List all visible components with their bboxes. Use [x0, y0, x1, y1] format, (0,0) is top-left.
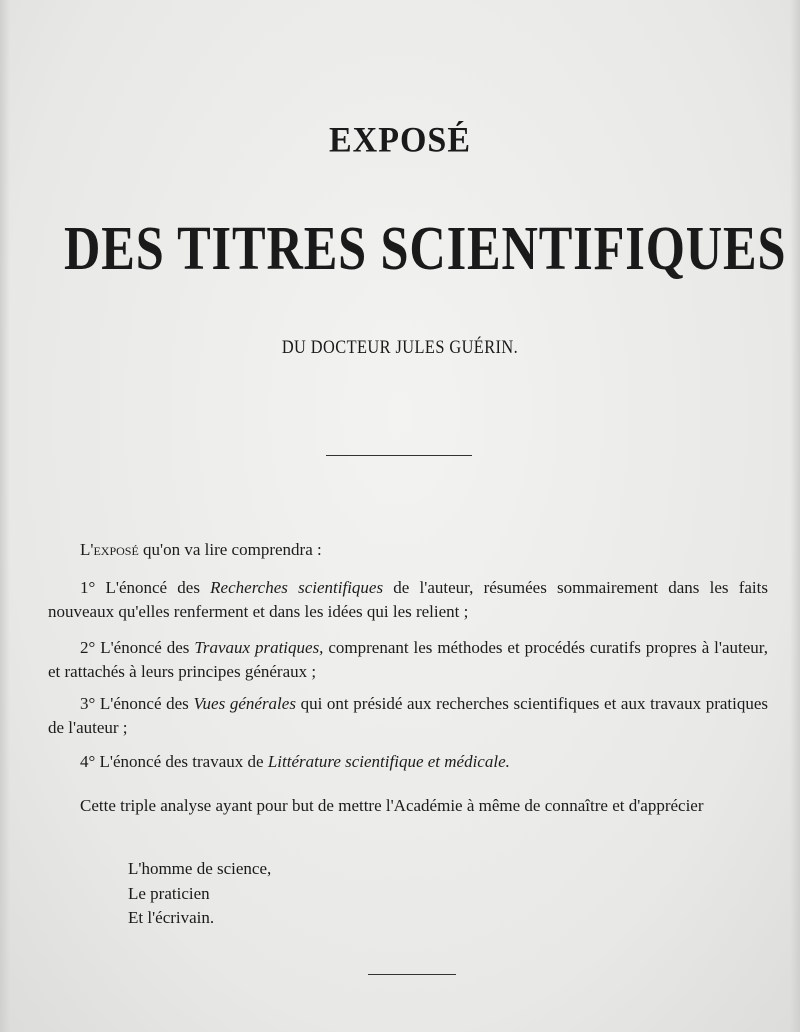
list-item-3-emphasis: Vues générales	[193, 694, 296, 713]
list-item-1-rest: de l'auteur, résumées sommairement dans les faits nouveaux qu'elles renferment et dans les idées qui les relient ;	[48, 578, 768, 621]
closing-line-2: Le praticien	[128, 884, 210, 903]
list-item-2-emphasis: Travaux pratiques,	[194, 638, 324, 657]
title-expose: EXPOSÉ	[328, 121, 472, 160]
list-item-2-lead: 2° L'énoncé des	[80, 638, 195, 657]
list-item-2-rest: comprenant les méthodes et procédés curatifs propres à l'auteur, et rattachés à leurs principes généraux ;	[48, 638, 769, 681]
list-item-4-lead: 4° L'énoncé des travaux de	[80, 752, 268, 771]
list-item-4	[48, 750, 768, 774]
list-item-2	[48, 636, 768, 684]
closing-paragraph: Cette triple analyse ayant pour but de mettre l'Académie à même de connaître et d'apprécier	[80, 796, 704, 815]
list-item-4-emphasis: Littérature scientifique et médicale.	[267, 752, 510, 771]
closing-line-1: L'homme de science,	[128, 859, 272, 878]
page-title: DES TITRES SCIENTIFIQUES	[64, 213, 787, 283]
author-subtitle: DU DOCTEUR JULES GUÉRIN.	[281, 337, 519, 358]
list-item-3-lead: 3° L'énoncé des	[80, 694, 194, 713]
list-item-3-rest: qui ont présidé aux recherches scientifiques et aux travaux pratiques de l'auteur ;	[48, 694, 769, 737]
intro-rest: qu'on va lire comprendra :	[138, 540, 322, 559]
intro-lead: L'exposé	[80, 540, 139, 559]
divider-rule-bottom	[368, 974, 456, 975]
intro-paragraph	[80, 538, 322, 562]
list-item-1	[48, 576, 768, 624]
list-item-1-lead: 1° L'énoncé des	[80, 578, 211, 597]
closing-line-3: Et l'écrivain.	[128, 908, 215, 927]
list-item-1-emphasis: Recherches scientifiques	[210, 578, 384, 597]
list-item-3	[48, 692, 768, 740]
divider-rule-top	[326, 455, 472, 456]
